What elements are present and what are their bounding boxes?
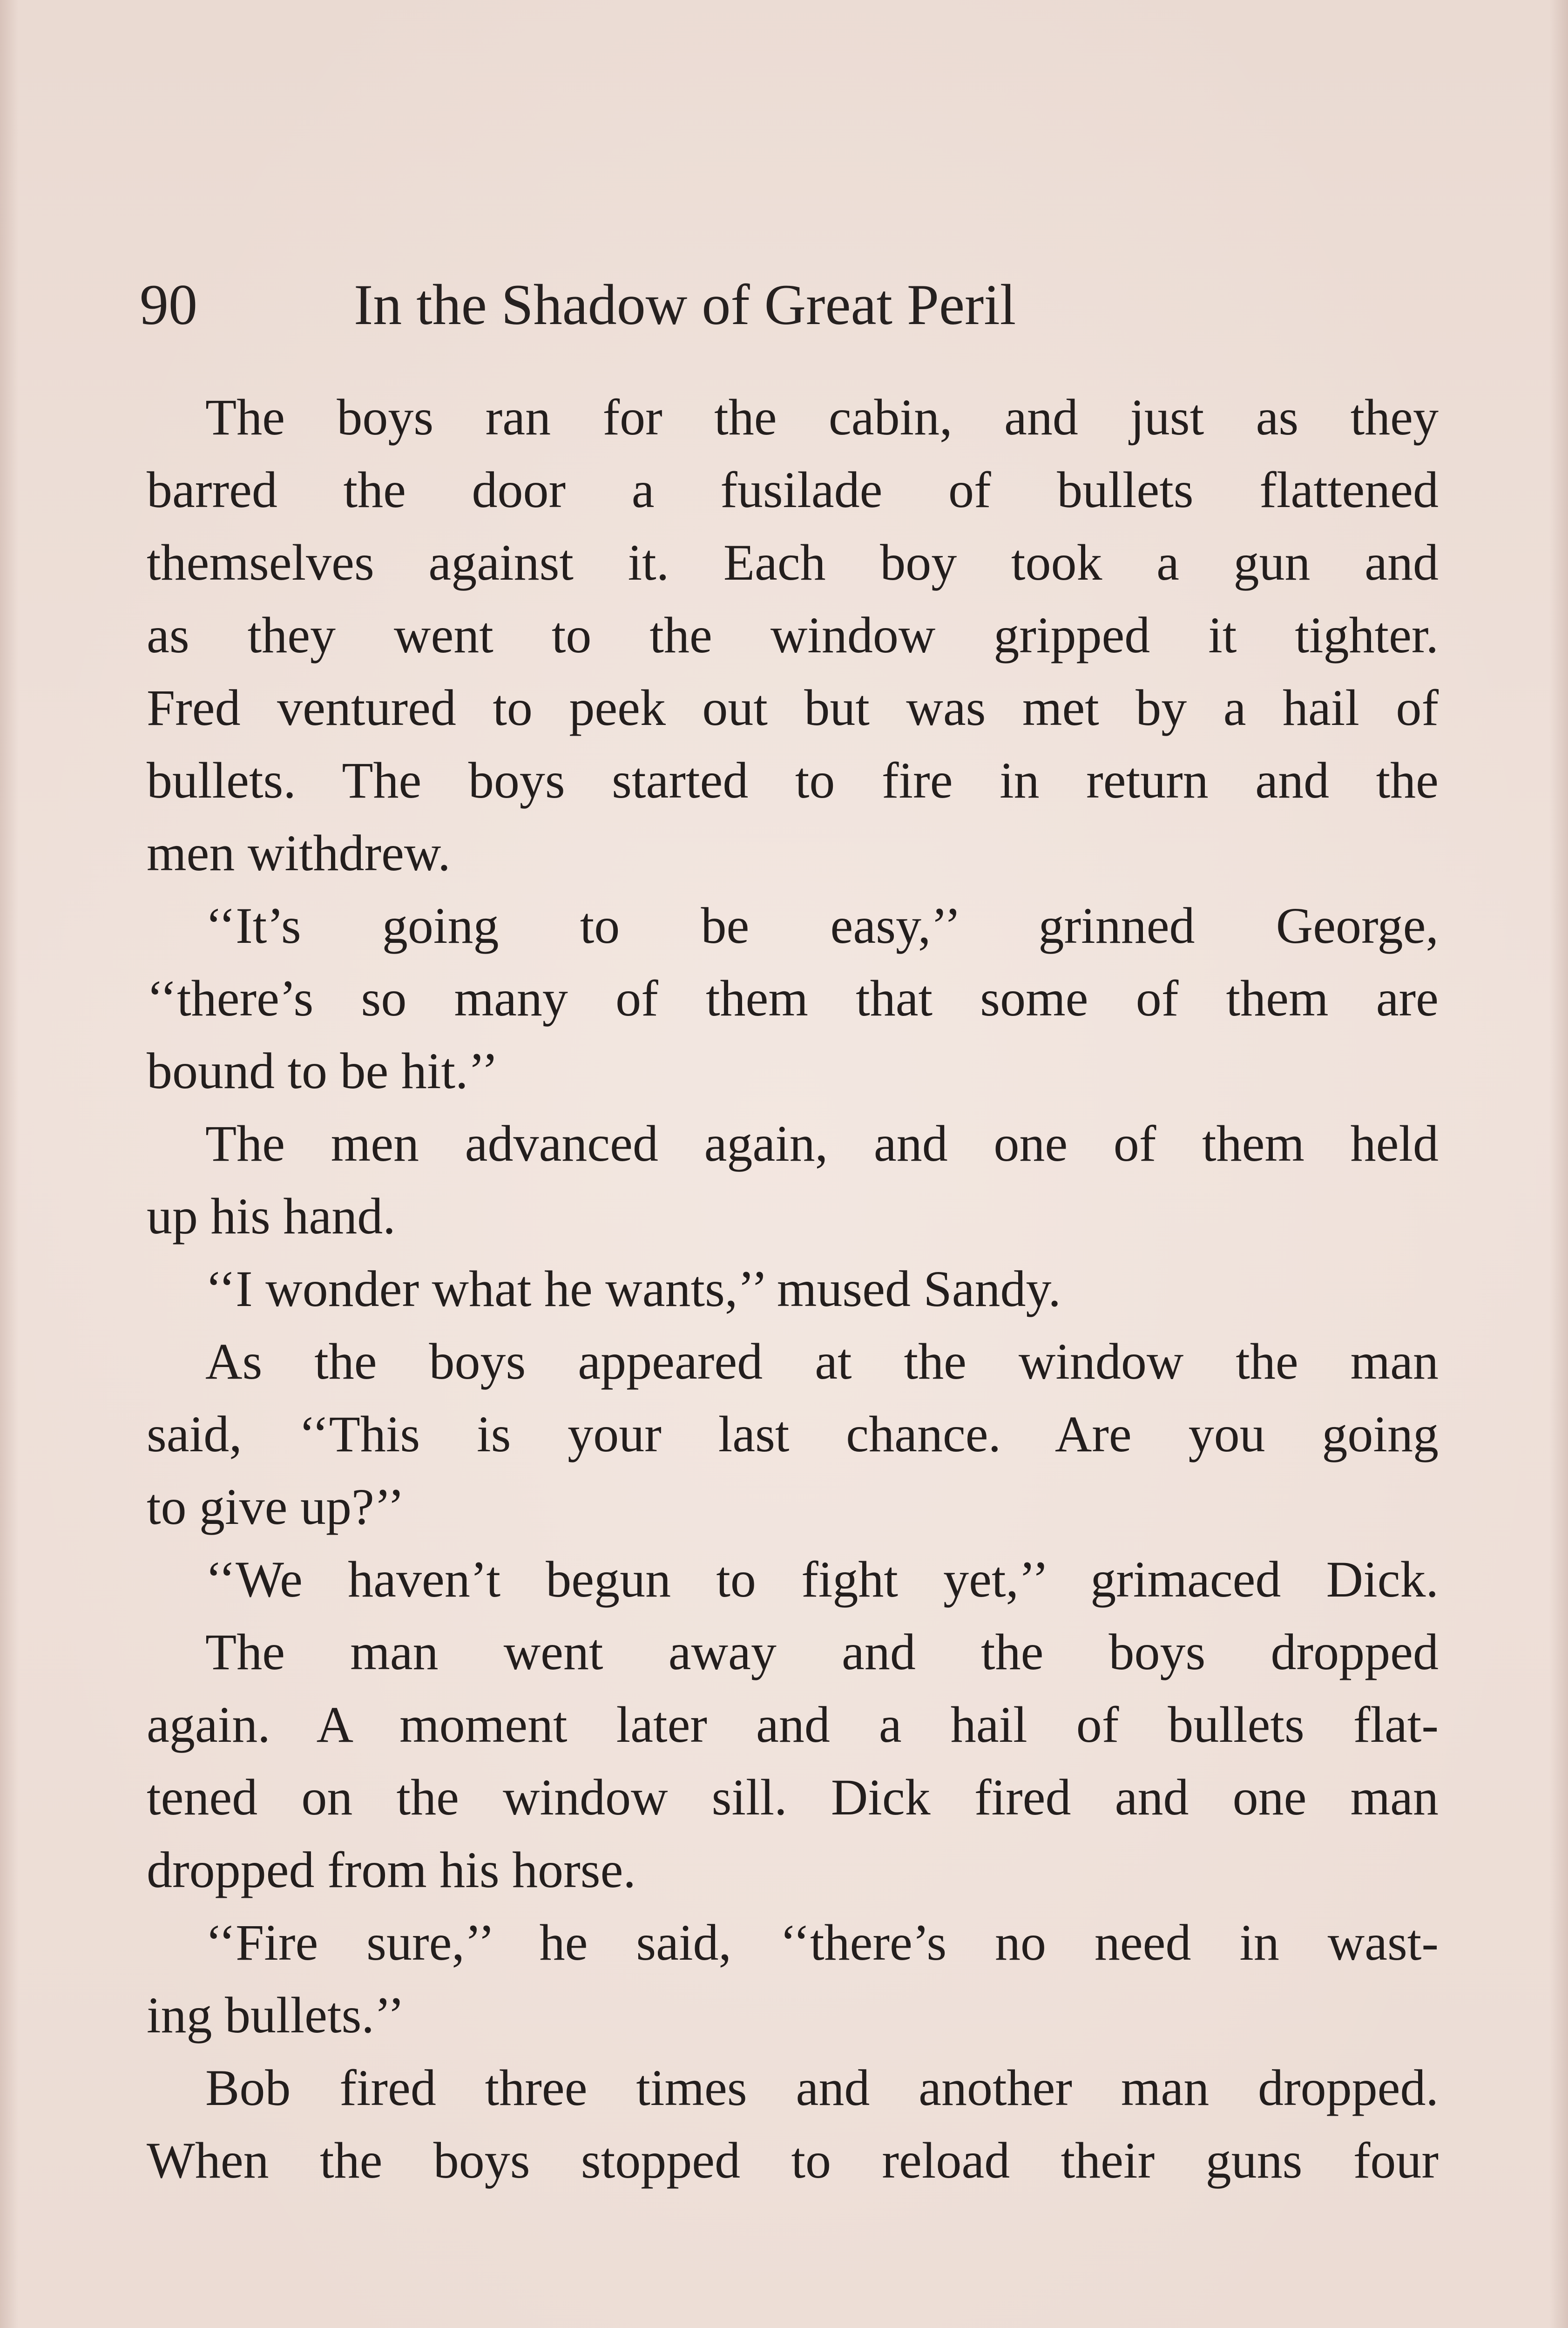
text-line: up his hand. — [147, 1188, 396, 1245]
text-line: Bob fired three times and another man dropped. — [205, 2059, 1439, 2116]
text-line: to give up?’’ — [147, 1478, 405, 1535]
text-line: men withdrew. — [147, 825, 451, 881]
text-line: ‘‘there’s so many of them that some of them are — [147, 970, 1439, 1027]
text-line: again. A moment later and a hail of bullets flat- — [147, 1696, 1439, 1753]
text-line: Fred ventured to peek out but was met by a hail of — [147, 679, 1439, 736]
page-number: 90 — [140, 273, 197, 337]
text-line: The men advanced again, and one of them held — [205, 1115, 1439, 1172]
text-line: As the boys appeared at the window the man — [205, 1333, 1439, 1390]
body-text — [147, 381, 1439, 2197]
text-line: bullets. The boys started to fire in return and the — [147, 752, 1439, 809]
text-line: as they went to the window gripped it tighter. — [147, 607, 1439, 663]
page-header — [140, 268, 1443, 342]
text-line: ‘‘I wonder what he wants,’’ mused Sandy. — [205, 1260, 1061, 1317]
text-line: ing bullets.’’ — [147, 1987, 405, 2044]
text-line: themselves against it. Each boy took a gun and — [147, 534, 1439, 591]
page-shadow-right — [1549, 0, 1568, 2328]
page-shadow-left — [0, 0, 19, 2328]
text-line: barred the door a fusilade of bullets flattened — [147, 461, 1439, 518]
running-title: In the Shadow of Great Peril — [354, 273, 1016, 337]
text-line: tened on the window sill. Dick fired and one man — [147, 1769, 1439, 1826]
text-line: ‘‘We haven’t begun to fight yet,’’ grimaced Dick. — [205, 1551, 1439, 1608]
text-line: ‘‘Fire sure,’’ he said, ‘‘there’s no need in wast- — [205, 1914, 1439, 1971]
text-line: said, ‘‘This is your last chance. Are you going — [147, 1406, 1439, 1462]
text-line: ‘‘It’s going to be easy,’’ grinned George, — [205, 897, 1439, 954]
text-line: bound to be hit.’’ — [147, 1042, 499, 1099]
text-line: The man went away and the boys dropped — [205, 1624, 1439, 1680]
text-line: The boys ran for the cabin, and just as they — [205, 389, 1439, 446]
text-line: When the boys stopped to reload their guns four — [147, 2132, 1439, 2189]
text-line: dropped from his horse. — [147, 1841, 636, 1898]
